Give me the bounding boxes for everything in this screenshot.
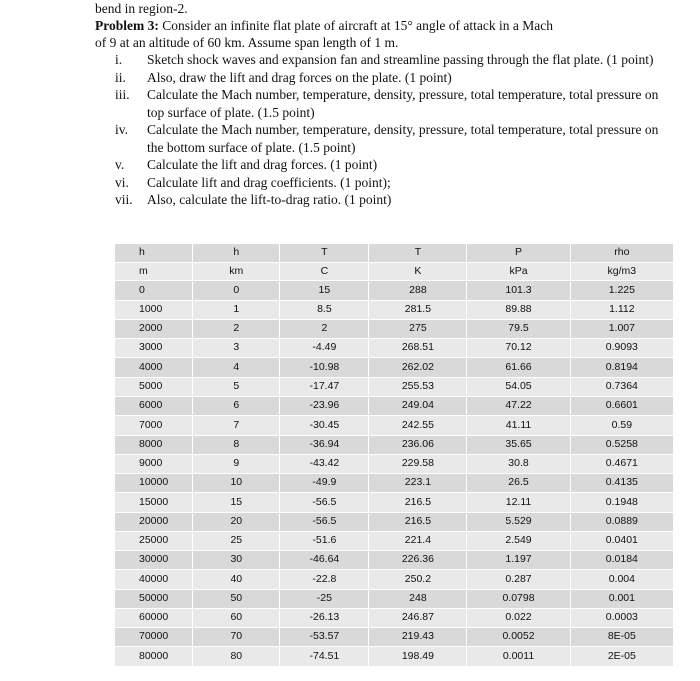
table-cell: -74.51: [280, 647, 369, 667]
table-cell: 6: [193, 397, 280, 416]
table-cell: 2: [193, 319, 280, 338]
table-cell: 1.007: [570, 319, 673, 338]
table-cell: 5000: [115, 377, 193, 396]
statement-line-1: [95, 17, 675, 34]
table-cell: 275: [369, 319, 467, 338]
table-cell: 236.06: [369, 435, 467, 454]
table-cell: 15000: [115, 493, 193, 512]
table-cell: 20: [193, 512, 280, 531]
header-row: [115, 244, 674, 263]
table-cell: 25000: [115, 531, 193, 550]
table-body: [115, 281, 674, 667]
unit-cell: K: [369, 262, 467, 281]
table-cell: 8000: [115, 435, 193, 454]
table-cell: 4000: [115, 358, 193, 377]
table-cell: 10: [193, 474, 280, 493]
table-cell: 216.5: [369, 512, 467, 531]
table-cell: 7: [193, 416, 280, 435]
question-item: [95, 191, 675, 209]
table-row: [115, 474, 674, 493]
units-row: [115, 262, 674, 281]
table-cell: -23.96: [280, 397, 369, 416]
table-row: [115, 300, 674, 319]
table-cell: -10.98: [280, 358, 369, 377]
table-cell: 2: [280, 319, 369, 338]
table-row: [115, 435, 674, 454]
table-cell: 1.112: [570, 300, 673, 319]
table-cell: -49.9: [280, 474, 369, 493]
table-cell: 3: [193, 339, 280, 358]
table-cell: 229.58: [369, 454, 467, 473]
table-cell: 70000: [115, 628, 193, 647]
table-row: [115, 493, 674, 512]
table-row: [115, 551, 674, 570]
table-cell: 0.8194: [570, 358, 673, 377]
table-cell: 2E-05: [570, 647, 673, 667]
question-number: ii.: [115, 69, 126, 85]
question-number: iii.: [115, 87, 130, 102]
atmosphere-table: [114, 243, 674, 667]
table-cell: 15: [193, 493, 280, 512]
table-cell: -51.6: [280, 531, 369, 550]
table-cell: 0.022: [467, 608, 570, 627]
table-row: [115, 358, 674, 377]
table-cell: -4.49: [280, 339, 369, 358]
table-cell: 223.1: [369, 474, 467, 493]
question-item: [95, 51, 675, 69]
table-cell: 54.05: [467, 377, 570, 396]
table-cell: -43.42: [280, 454, 369, 473]
table-cell: -25: [280, 589, 369, 608]
table-row: [115, 377, 674, 396]
table-cell: 25: [193, 531, 280, 550]
table-cell: 8E-05: [570, 628, 673, 647]
question-number: v.: [115, 157, 125, 172]
question-item: [95, 121, 675, 156]
question-text: Calculate the Mach number, temperature, density, pressure, total temperature, total pressure on the bottom surface of plate. (1.5 point): [147, 122, 659, 155]
table-cell: 2000: [115, 319, 193, 338]
lead-in-line: bend in region-2.: [95, 1, 188, 16]
table-cell: 80000: [115, 647, 193, 667]
table-cell: -56.5: [280, 512, 369, 531]
question-text: Also, draw the lift and drag forces on the plate. (1 point): [147, 69, 452, 85]
table-cell: 50000: [115, 589, 193, 608]
table-cell: 0.0052: [467, 628, 570, 647]
table-cell: 2.549: [467, 531, 570, 550]
table-cell: 216.5: [369, 493, 467, 512]
table-cell: 0.0798: [467, 589, 570, 608]
table-row: [115, 319, 674, 338]
question-text: Calculate lift and drag coefficients. (1 point);: [147, 174, 391, 190]
table-cell: 10000: [115, 474, 193, 493]
table-cell: 8.5: [280, 300, 369, 319]
statement-text-1: Consider an infinite flat plate of aircraft at 15° angle of attack in a Mach: [162, 18, 553, 33]
table-cell: 0.0889: [570, 512, 673, 531]
table-cell: 70: [193, 628, 280, 647]
table-cell: 40000: [115, 570, 193, 589]
table-cell: 79.5: [467, 319, 570, 338]
table-cell: 268.51: [369, 339, 467, 358]
table-cell: 0.0401: [570, 531, 673, 550]
question-item: [95, 69, 675, 87]
table-cell: 5.529: [467, 512, 570, 531]
atmosphere-table-container: [114, 243, 674, 667]
table-cell: 0.4671: [570, 454, 673, 473]
table-cell: -22.8: [280, 570, 369, 589]
table-cell: 249.04: [369, 397, 467, 416]
table-cell: 1: [193, 300, 280, 319]
table-cell: 89.88: [467, 300, 570, 319]
table-cell: 60000: [115, 608, 193, 627]
table-cell: 0.5258: [570, 435, 673, 454]
unit-cell: kg/m3: [570, 262, 673, 281]
table-cell: -17.47: [280, 377, 369, 396]
table-row: [115, 628, 674, 647]
table-cell: 0.001: [570, 589, 673, 608]
table-cell: 61.66: [467, 358, 570, 377]
table-cell: 8: [193, 435, 280, 454]
table-cell: 288: [369, 281, 467, 300]
table-cell: 1000: [115, 300, 193, 319]
question-number: i.: [115, 52, 123, 67]
table-cell: 0.1948: [570, 493, 673, 512]
table-cell: 221.4: [369, 531, 467, 550]
table-cell: 0.9093: [570, 339, 673, 358]
table-cell: -36.94: [280, 435, 369, 454]
table-cell: 4: [193, 358, 280, 377]
table-cell: 15: [280, 281, 369, 300]
table-cell: 20000: [115, 512, 193, 531]
statement-line-2: of 9 at an altitude of 60 km. Assume span length of 1 m.: [95, 35, 399, 50]
table-cell: 246.87: [369, 608, 467, 627]
table-cell: 255.53: [369, 377, 467, 396]
table-row: [115, 397, 674, 416]
table-cell: -46.64: [280, 551, 369, 570]
table-cell: 41.11: [467, 416, 570, 435]
table-cell: 30000: [115, 551, 193, 570]
table-cell: 0.6601: [570, 397, 673, 416]
table-cell: 35.65: [467, 435, 570, 454]
table-cell: 9000: [115, 454, 193, 473]
table-cell: 226.36: [369, 551, 467, 570]
unit-cell: kPa: [467, 262, 570, 281]
question-item: [95, 156, 675, 174]
header-cell: h: [115, 244, 193, 263]
question-number: vii.: [115, 192, 133, 207]
table-cell: 26.5: [467, 474, 570, 493]
table-cell: 12.11: [467, 493, 570, 512]
question-text: Also, calculate the lift-to-drag ratio. (1 point): [147, 192, 392, 207]
table-cell: 7000: [115, 416, 193, 435]
table-cell: 0.0184: [570, 551, 673, 570]
table-row: [115, 512, 674, 531]
header-cell: rho: [570, 244, 673, 263]
table-cell: 0.59: [570, 416, 673, 435]
table-cell: 6000: [115, 397, 193, 416]
table-row: [115, 608, 674, 627]
unit-cell: m: [115, 262, 193, 281]
table-cell: 0.0003: [570, 608, 673, 627]
problem-text: [95, 0, 675, 209]
table-cell: 60: [193, 608, 280, 627]
table-cell: 3000: [115, 339, 193, 358]
table-cell: 250.2: [369, 570, 467, 589]
table-cell: 198.49: [369, 647, 467, 667]
question-number: iv.: [115, 122, 128, 137]
table-cell: 80: [193, 647, 280, 667]
table-cell: 248: [369, 589, 467, 608]
table-cell: 30.8: [467, 454, 570, 473]
header-cell: T: [280, 244, 369, 263]
table-cell: 262.02: [369, 358, 467, 377]
table-cell: 0.004: [570, 570, 673, 589]
table-cell: 1.225: [570, 281, 673, 300]
question-text: Calculate the Mach number, temperature, density, pressure, total temperature, total pressure on top surface of plate. (1.5 point): [147, 87, 659, 120]
question-item: [95, 86, 675, 121]
header-cell: T: [369, 244, 467, 263]
table-header: [115, 244, 674, 281]
table-cell: 5: [193, 377, 280, 396]
header-cell: h: [193, 244, 280, 263]
table-cell: 0: [193, 281, 280, 300]
table-cell: -26.13: [280, 608, 369, 627]
table-cell: 0.287: [467, 570, 570, 589]
table-cell: 0.4135: [570, 474, 673, 493]
table-row: [115, 589, 674, 608]
table-cell: 47.22: [467, 397, 570, 416]
table-cell: 0.7364: [570, 377, 673, 396]
question-number: vi.: [115, 174, 129, 190]
table-cell: -56.5: [280, 493, 369, 512]
table-cell: -53.57: [280, 628, 369, 647]
unit-cell: C: [280, 262, 369, 281]
table-row: [115, 647, 674, 667]
table-cell: 281.5: [369, 300, 467, 319]
problem-title: Problem 3:: [95, 18, 159, 33]
question-text: Sketch shock waves and expansion fan and streamline passing through the flat plate. (1 point): [147, 52, 654, 67]
question-list: [95, 51, 675, 209]
table-cell: 40: [193, 570, 280, 589]
table-cell: -30.45: [280, 416, 369, 435]
table-cell: 0: [115, 281, 193, 300]
table-cell: 1.197: [467, 551, 570, 570]
table-row: [115, 416, 674, 435]
table-cell: 219.43: [369, 628, 467, 647]
question-item: [95, 174, 675, 192]
table-cell: 9: [193, 454, 280, 473]
table-row: [115, 531, 674, 550]
table-cell: 70.12: [467, 339, 570, 358]
table-row: [115, 281, 674, 300]
unit-cell: km: [193, 262, 280, 281]
table-cell: 30: [193, 551, 280, 570]
header-cell: P: [467, 244, 570, 263]
table-row: [115, 570, 674, 589]
table-cell: 101.3: [467, 281, 570, 300]
table-row: [115, 339, 674, 358]
table-cell: 242.55: [369, 416, 467, 435]
table-row: [115, 454, 674, 473]
table-cell: 50: [193, 589, 280, 608]
question-text: Calculate the lift and drag forces. (1 point): [147, 157, 378, 172]
table-cell: 0.0011: [467, 647, 570, 667]
